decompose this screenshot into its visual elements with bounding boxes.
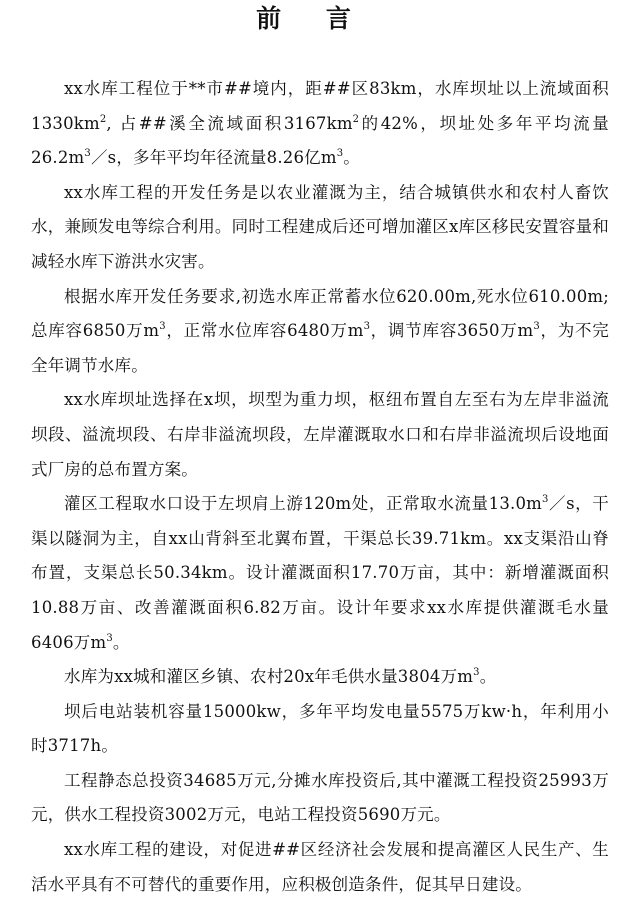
- paragraph-significance: xx水库工程的建设，对促进##区经济社会发展和提高灌区人民生产、生活水平具有不可替代的重要作用，应积极创造条件，促其早日建设。: [31, 840, 609, 894]
- document-body: [31, 72, 609, 902]
- paragraph-reservoir-levels: 根据水库开发任务要求,初选水库正常蓄水位620.00m,死水位610.00m;总库容6850万$m^3$，正常水位库容6480万$m^3$，调节库容3650万$m^3$，为不完全年调节水库。: [31, 286, 609, 375]
- page-title: 前 言: [256, 4, 369, 33]
- paragraph-water-supply: 水库为xx城和灌区乡镇、农村20x年毛供水量3804万$m^3$。: [64, 667, 497, 687]
- paragraph-location: xx水库工程位于**市##境内，距##区83km，水库坝址以上流域面积$1330km^2$, 占##溪全流域面积$3167km^2$的42%，坝址处多年平均流量$26.2m^3/s$，多年平均年径流量8.26亿$m^3$。: [31, 79, 609, 168]
- paragraph-investment: 工程静态总投资34685万元,分摊水库投资后,其中灌溉工程投资25993万元，供水工程投资3002万元，电站工程投资5690万元。: [31, 770, 609, 825]
- paragraph-dam-layout: xx水库坝址选择在x坝，坝型为重力坝，枢纽布置自左至右为左岸非溢流坝段、溢流坝段、右岸非溢流坝段，左岸灌溉取水口和右岸非溢流坝后设地面式厂房的总布置方案。: [31, 390, 609, 479]
- paragraph-power-station: 坝后电站装机容量15000kw，多年平均发电量5575万kw·h，年利用小时3717h。: [31, 701, 609, 756]
- paragraph-development-tasks: xx水库工程的开发任务是以农业灌溉为主，结合城镇供水和农村人畜饮水，兼顾发电等综合利用。同时工程建成后还可增加灌区x库区移民安置容量和减轻水库下游洪水灾害。: [31, 182, 609, 271]
- paragraph-irrigation: 灌区工程取水口设于左坝肩上游120m处，正常取水流量$13.0m^3/s$，干渠以隧洞为主，自xx山背斜至北翼布置，干渠总长39.71km。xx支渠沿山脊布置，支渠总长50.34km。设计灌溉面积17.70万亩，其中：新增灌溉面积10.88万亩、改善灌溉面积6.82万亩。设计年要求xx水库提供灌溉毛水量6406万$m^3$。: [31, 494, 609, 652]
